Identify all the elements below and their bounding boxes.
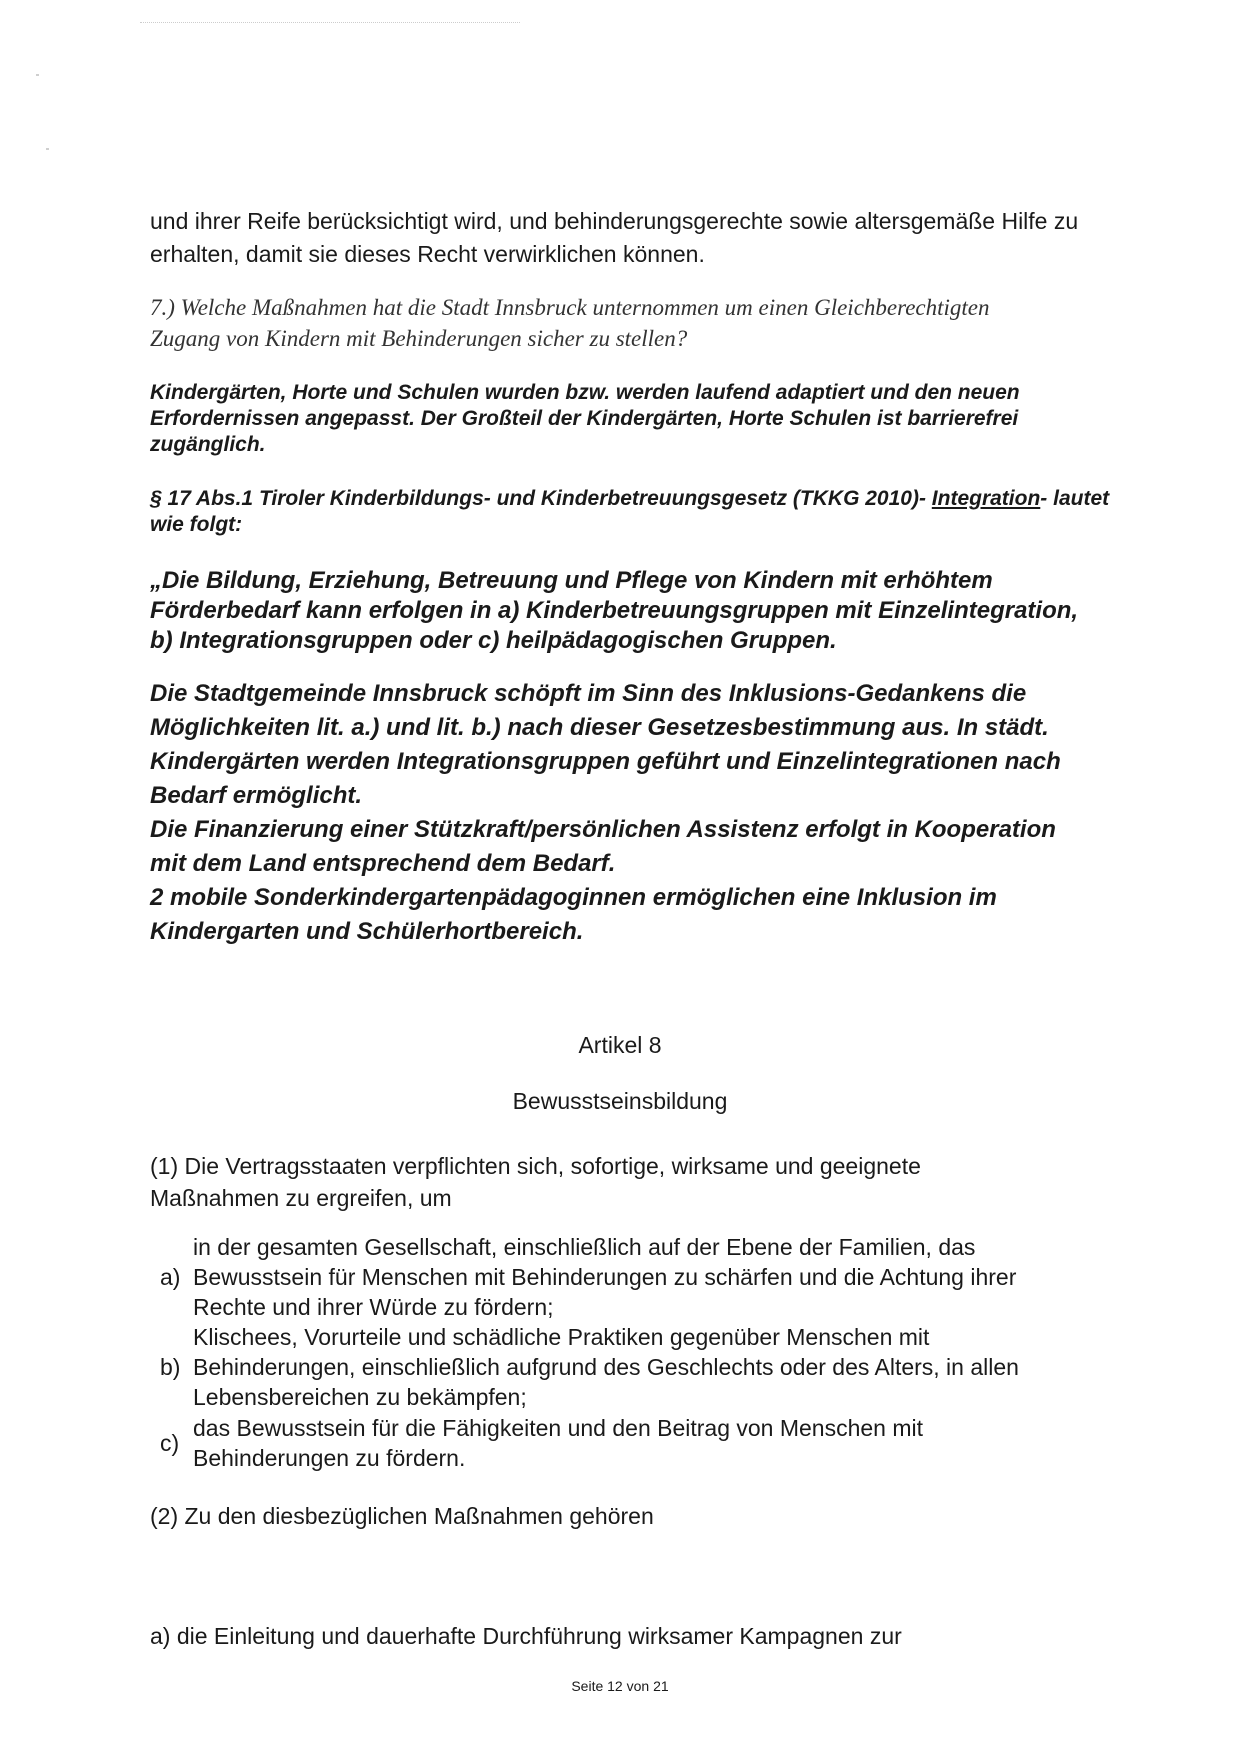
question-paragraph (150, 292, 1130, 354)
scan-artifact-line (140, 22, 520, 26)
city-statement-line: 2 mobile Sonderkindergartenpädagoginnen ermöglichen eine Inklusion im (150, 884, 997, 911)
list-item-label: b) (160, 1354, 181, 1380)
article-paragraph-2: (2) Zu den diesbezüglichen Maßnahmen gehören (150, 1503, 654, 1529)
law-quote (150, 566, 1130, 656)
intro-paragraph (150, 205, 1130, 271)
city-statement-line: Kindergarten und Schülerhortbereich. (150, 918, 584, 945)
list-item-line: Behinderungen, einschließlich aufgrund des Geschlechts oder des Alters, in allen (193, 1354, 1019, 1380)
law-reference-suffix: - lautet wie folgt: (150, 487, 1110, 536)
intro-text: und ihrer Reife berücksichtigt wird, und behinderungsgerechte sowie altersgemäße Hilfe zu erhalten, damit sie dieses Recht verwirklichen können. (150, 208, 1079, 267)
list-item-line: in der gesamten Gesellschaft, einschließlich auf der Ebene der Familien, das (193, 1234, 976, 1260)
city-statement-line: mit dem Land entsprechend dem Bedarf. (150, 850, 616, 877)
answer-line: Kindergärten, Horte und Schulen wurden bzw. werden laufend adaptiert und den neuen (150, 381, 1020, 404)
law-reference (150, 486, 1130, 538)
list-item-line: das Bewusstsein für die Fähigkeiten und den Beitrag von Menschen mit (193, 1415, 924, 1441)
list-item-label: c) (160, 1430, 180, 1456)
answer-paragraph (150, 380, 1130, 458)
article-topic: Bewusstseinsbildung (512, 1088, 728, 1114)
law-quote-line: b) Integrationsgruppen oder c) heilpädagogischen Gruppen. (150, 627, 837, 654)
answer-line: Erfordernissen angepasst. Der Großteil der Kindergärten, Horte Schulen ist barrierefrei (150, 407, 1019, 430)
city-statement (150, 677, 1130, 949)
article-paragraph-2-item-a: a) die Einleitung und dauerhafte Durchführung wirksamer Kampagnen zur (150, 1623, 902, 1649)
list-item-line: Behinderungen zu fördern. (193, 1445, 466, 1471)
list-item-a (160, 1232, 1120, 1322)
city-statement-line: Bedarf ermöglicht. (150, 782, 363, 809)
list-item-line: Rechte und ihrer Würde zu fördern; (193, 1294, 554, 1320)
city-statement-line: Kindergärten werden Integrationsgruppen geführt und Einzelintegrationen nach (150, 748, 1061, 775)
article-paragraph-line: Maßnahmen zu ergreifen, um (150, 1185, 452, 1211)
article-paragraph-1 (150, 1150, 1130, 1214)
page-number: Seite 12 von 21 (571, 1678, 669, 1694)
list-item-text (193, 1413, 1120, 1473)
law-reference-prefix: § 17 Abs.1 Tiroler Kinderbildungs- und Kinderbetreuungsgesetz (TKKG 2010)- (150, 487, 932, 510)
list-item-text (193, 1322, 1120, 1412)
scan-artifact-dot (36, 74, 39, 76)
city-statement-line: Möglichkeiten lit. a.) und lit. b.) nach dieser Gesetzesbestimmung aus. In städt. (150, 714, 1049, 741)
list-item-line: Bewusstsein für Menschen mit Behinderungen zu schärfen und die Achtung ihrer (193, 1264, 1017, 1290)
article-paragraph-line: (1) Die Vertragsstaaten verpflichten sich, sofortige, wirksame und geeignete (150, 1153, 921, 1179)
law-quote-line: „Die Bildung, Erziehung, Betreuung und Pflege von Kindern mit erhöhtem (150, 567, 993, 594)
list-item-text (193, 1232, 1120, 1322)
scan-artifact-dot (46, 148, 49, 150)
list-item-label: a) (160, 1264, 181, 1290)
article-title: Artikel 8 (578, 1032, 662, 1058)
law-reference-underlined: Integration (931, 487, 1041, 510)
list-item-c (160, 1413, 1120, 1473)
question-line: 7.) Welche Maßnahmen hat die Stadt Innsbruck unternommen um einen Gleichberechtigten (150, 295, 990, 320)
city-statement-line: Die Finanzierung einer Stützkraft/persönlichen Assistenz erfolgt in Kooperation (150, 816, 1056, 843)
answer-line: zugänglich. (150, 433, 266, 456)
list-item-line: Lebensbereichen zu bekämpfen; (193, 1384, 527, 1410)
law-quote-line: Förderbedarf kann erfolgen in a) Kinderbetreuungsgruppen mit Einzelintegration, (150, 597, 1079, 624)
list-item-b (160, 1322, 1120, 1412)
list-item-line: Klischees, Vorurteile und schädliche Praktiken gegenüber Menschen mit (193, 1324, 930, 1350)
city-statement-line: Die Stadtgemeinde Innsbruck schöpft im Sinn des Inklusions-Gedankens die (150, 680, 1027, 707)
question-line: Zugang von Kindern mit Behinderungen sicher zu stellen? (150, 326, 688, 351)
